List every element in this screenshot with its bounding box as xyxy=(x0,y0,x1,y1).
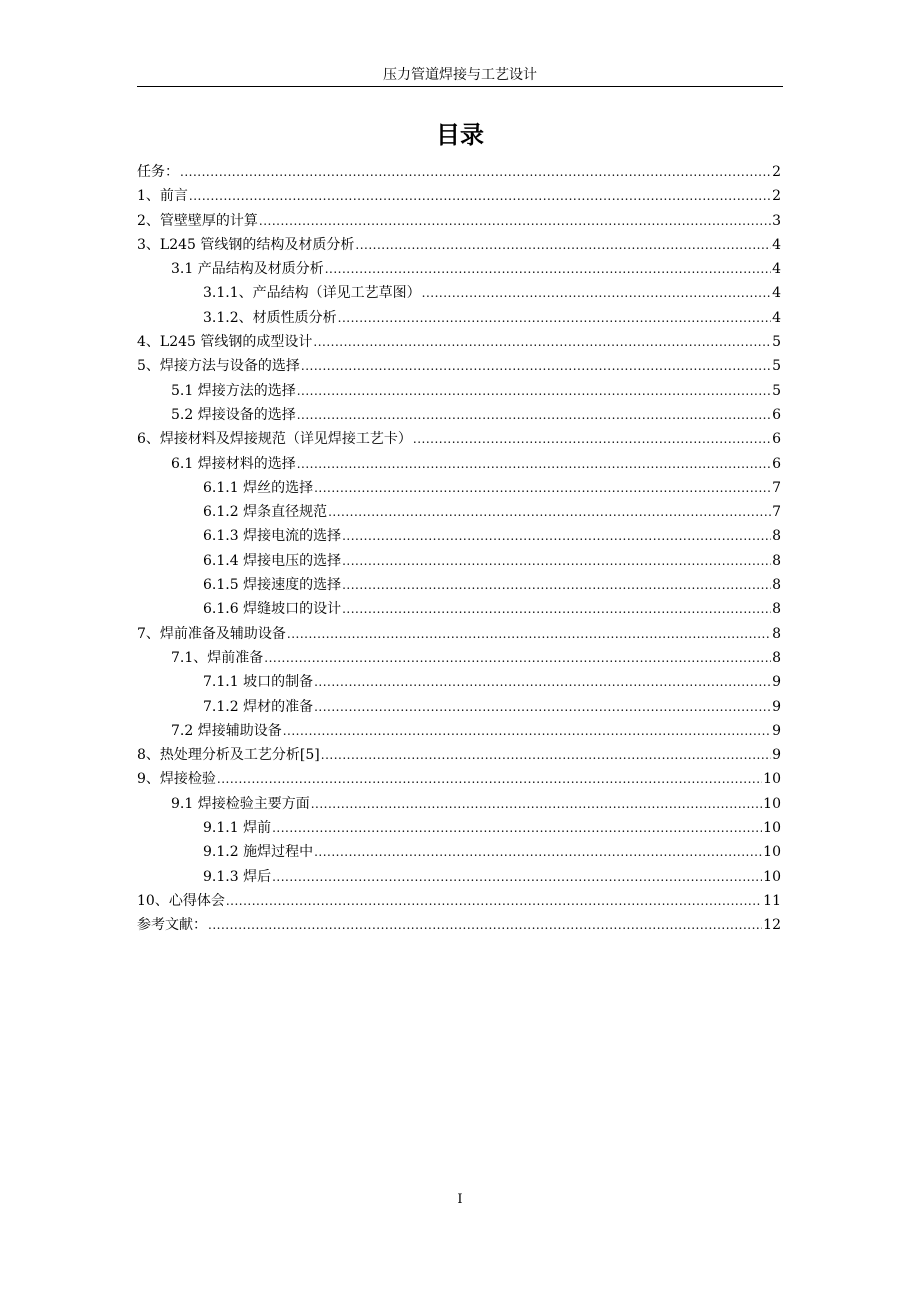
toc-entry-title[interactable]: 8、热处理分析及工艺分析[5] xyxy=(137,747,320,764)
toc-entry-title[interactable]: 6.1.1 焊丝的选择 xyxy=(203,479,314,496)
toc-dot-leader xyxy=(422,281,771,305)
toc-entry[interactable] xyxy=(137,257,781,281)
toc-entry-title[interactable]: 9.1.3 焊后 xyxy=(203,868,272,885)
toc-dot-leader xyxy=(314,695,771,719)
toc-entry[interactable] xyxy=(137,597,781,621)
toc-entry[interactable] xyxy=(137,160,781,184)
toc-entry-page[interactable]: 4 xyxy=(772,309,781,326)
toc-entry[interactable] xyxy=(137,452,781,476)
toc-entry-page[interactable]: 2 xyxy=(772,164,781,180)
toc-entry-title[interactable]: 7.2 焊接辅助设备 xyxy=(171,722,282,739)
toc-entry[interactable] xyxy=(137,379,781,403)
toc-entry-page[interactable]: 2 xyxy=(772,188,781,205)
toc-entry-page[interactable]: 9 xyxy=(772,722,781,739)
toc-dot-leader xyxy=(180,160,771,184)
toc-dot-leader xyxy=(355,233,771,257)
toc-entry-page[interactable]: 5 xyxy=(772,334,781,351)
toc-entry[interactable] xyxy=(137,695,781,719)
toc-dot-leader xyxy=(264,646,771,670)
toc-entry-page[interactable]: 6 xyxy=(772,406,781,423)
toc-entry-title[interactable]: 6、焊接材料及焊接规范（详见焊接工艺卡） xyxy=(137,431,412,448)
toc-entry-title[interactable]: 7.1.2 焊材的准备 xyxy=(203,698,314,715)
toc-dot-leader xyxy=(413,427,771,451)
table-of-contents xyxy=(137,160,781,938)
toc-entry-page[interactable]: 10 xyxy=(763,771,781,788)
toc-entry-title[interactable]: 9、焊接检验 xyxy=(137,771,216,788)
toc-entry-title[interactable]: 9.1.2 施焊过程中 xyxy=(203,844,314,861)
toc-dot-leader xyxy=(314,840,762,864)
toc-entry-page[interactable]: 3 xyxy=(772,212,781,229)
toc-entry[interactable] xyxy=(137,913,781,937)
toc-dot-leader xyxy=(325,257,771,281)
toc-entry[interactable] xyxy=(137,840,781,864)
toc-entry[interactable] xyxy=(137,573,781,597)
toc-entry-title[interactable]: 4、L245 管线钢的成型设计 xyxy=(137,334,313,351)
toc-entry-page[interactable]: 5 xyxy=(772,382,781,399)
toc-entry-page[interactable]: 12 xyxy=(763,917,781,934)
toc-entry-title[interactable]: 7.1、焊前准备 xyxy=(171,649,264,666)
toc-entry-title[interactable]: 2、管壁壁厚的计算 xyxy=(137,212,258,229)
toc-entry[interactable] xyxy=(137,646,781,670)
toc-dot-leader xyxy=(328,500,771,524)
toc-entry[interactable] xyxy=(137,403,781,427)
toc-entry[interactable] xyxy=(137,427,781,451)
toc-entry-page[interactable]: 4 xyxy=(772,261,781,278)
toc-dot-leader xyxy=(321,743,771,767)
toc-entry[interactable] xyxy=(137,743,781,767)
toc-entry[interactable] xyxy=(137,184,781,208)
page-header xyxy=(137,66,783,87)
toc-dot-leader xyxy=(283,719,771,743)
toc-dot-leader xyxy=(272,865,762,889)
toc-dot-leader xyxy=(342,549,771,573)
toc-dot-leader xyxy=(226,889,762,913)
toc-entry-page[interactable]: 10 xyxy=(763,820,781,837)
toc-entry-title[interactable]: 7、焊前准备及辅助设备 xyxy=(137,625,286,642)
toc-entry-page[interactable]: 6 xyxy=(772,455,781,472)
toc-dot-leader xyxy=(217,767,762,791)
toc-entry[interactable] xyxy=(137,233,781,257)
toc-entry-title[interactable]: 6.1.4 焊接电压的选择 xyxy=(203,552,342,569)
toc-entry-page[interactable]: 9 xyxy=(772,698,781,715)
toc-entry-title[interactable]: 参考文献： xyxy=(137,917,207,934)
toc-entry[interactable] xyxy=(137,524,781,548)
toc-dot-leader xyxy=(313,330,771,354)
toc-entry-title[interactable]: 5.2 焊接设备的选择 xyxy=(171,406,296,423)
toc-entry-page[interactable]: 8 xyxy=(772,552,781,569)
toc-entry-title[interactable]: 1、前言 xyxy=(137,188,188,205)
toc-entry[interactable] xyxy=(137,719,781,743)
toc-dot-leader xyxy=(314,476,771,500)
toc-entry[interactable] xyxy=(137,670,781,694)
toc-entry-page[interactable]: 9 xyxy=(772,674,781,691)
toc-dot-leader xyxy=(311,792,762,816)
toc-entry[interactable] xyxy=(137,622,781,646)
toc-entry-page[interactable]: 7 xyxy=(772,504,781,521)
toc-dot-leader xyxy=(297,379,771,403)
toc-entry-title[interactable]: 3、L245 管线钢的结构及材质分析 xyxy=(137,236,355,253)
toc-entry-title[interactable]: 任务： xyxy=(137,164,179,180)
toc-entry[interactable] xyxy=(137,500,781,524)
toc-entry[interactable] xyxy=(137,281,781,305)
toc-entry-page[interactable]: 8 xyxy=(772,528,781,545)
toc-entry-title[interactable]: 7.1.1 坡口的制备 xyxy=(203,674,314,691)
toc-entry-title[interactable]: 3.1 产品结构及材质分析 xyxy=(171,261,324,278)
toc-entry-title[interactable]: 6.1.3 焊接电流的选择 xyxy=(203,528,342,545)
toc-entry[interactable] xyxy=(137,889,781,913)
toc-entry[interactable] xyxy=(137,330,781,354)
toc-dot-leader xyxy=(208,913,762,937)
toc-entry-title[interactable]: 6.1.5 焊接速度的选择 xyxy=(203,577,342,594)
toc-entry[interactable] xyxy=(137,306,781,330)
toc-entry-page[interactable]: 11 xyxy=(763,892,781,909)
toc-entry-page[interactable]: 6 xyxy=(772,431,781,448)
toc-dot-leader xyxy=(314,670,771,694)
page-footer xyxy=(0,1192,920,1207)
toc-entry-page[interactable]: 4 xyxy=(772,236,781,253)
toc-entry-title[interactable]: 9.1 焊接检验主要方面 xyxy=(171,795,310,812)
toc-entry-title[interactable]: 6.1.2 焊条直径规范 xyxy=(203,504,328,521)
toc-entry-page[interactable]: 10 xyxy=(763,795,781,812)
toc-entry[interactable] xyxy=(137,354,781,378)
toc-entry-page[interactable]: 8 xyxy=(772,625,781,642)
toc-entry-title[interactable]: 9.1.1 焊前 xyxy=(203,820,272,837)
toc-dot-leader xyxy=(342,524,771,548)
toc-dot-leader xyxy=(272,816,762,840)
toc-entry-page[interactable]: 5 xyxy=(772,358,781,375)
toc-entry-page[interactable]: 7 xyxy=(772,479,781,496)
toc-entry[interactable] xyxy=(137,865,781,889)
toc-dot-leader xyxy=(342,597,771,621)
toc-entry-title[interactable]: 10、心得体会 xyxy=(137,892,225,909)
toc-entry-page[interactable]: 8 xyxy=(772,577,781,594)
toc-entry[interactable] xyxy=(137,792,781,816)
toc-entry[interactable] xyxy=(137,816,781,840)
toc-entry-page[interactable]: 8 xyxy=(772,649,781,666)
toc-entry[interactable] xyxy=(137,476,781,500)
toc-dot-leader xyxy=(342,573,771,597)
toc-entry-title[interactable]: 3.1.2、材质性质分析 xyxy=(203,309,337,326)
toc-entry-title[interactable]: 5、焊接方法与设备的选择 xyxy=(137,358,300,375)
toc-dot-leader xyxy=(301,354,771,378)
toc-dot-leader xyxy=(338,306,771,330)
toc-entry-title[interactable]: 6.1 焊接材料的选择 xyxy=(171,455,296,472)
page-title: 目录 xyxy=(436,120,484,149)
toc-entry-title[interactable]: 3.1.1、产品结构（详见工艺草图） xyxy=(203,285,421,302)
toc-dot-leader xyxy=(297,452,771,476)
toc-entry-page[interactable]: 9 xyxy=(772,747,781,764)
toc-dot-leader xyxy=(189,184,771,208)
toc-entry[interactable] xyxy=(137,767,781,791)
toc-entry-page[interactable]: 10 xyxy=(763,868,781,885)
toc-entry[interactable] xyxy=(137,549,781,573)
toc-entry-page[interactable]: 4 xyxy=(772,285,781,302)
page-number: I xyxy=(457,1192,463,1207)
toc-entry-title[interactable]: 5.1 焊接方法的选择 xyxy=(171,382,296,399)
toc-dot-leader xyxy=(259,209,771,233)
toc-entry-page[interactable]: 10 xyxy=(763,844,781,861)
toc-entry[interactable] xyxy=(137,209,781,233)
toc-dot-leader xyxy=(297,403,771,427)
toc-entry-title[interactable]: 6.1.6 焊缝坡口的设计 xyxy=(203,601,342,618)
toc-dot-leader xyxy=(287,622,771,646)
header-text: 压力管道焊接与工艺设计 xyxy=(383,67,537,83)
toc-entry-page[interactable]: 8 xyxy=(772,601,781,618)
